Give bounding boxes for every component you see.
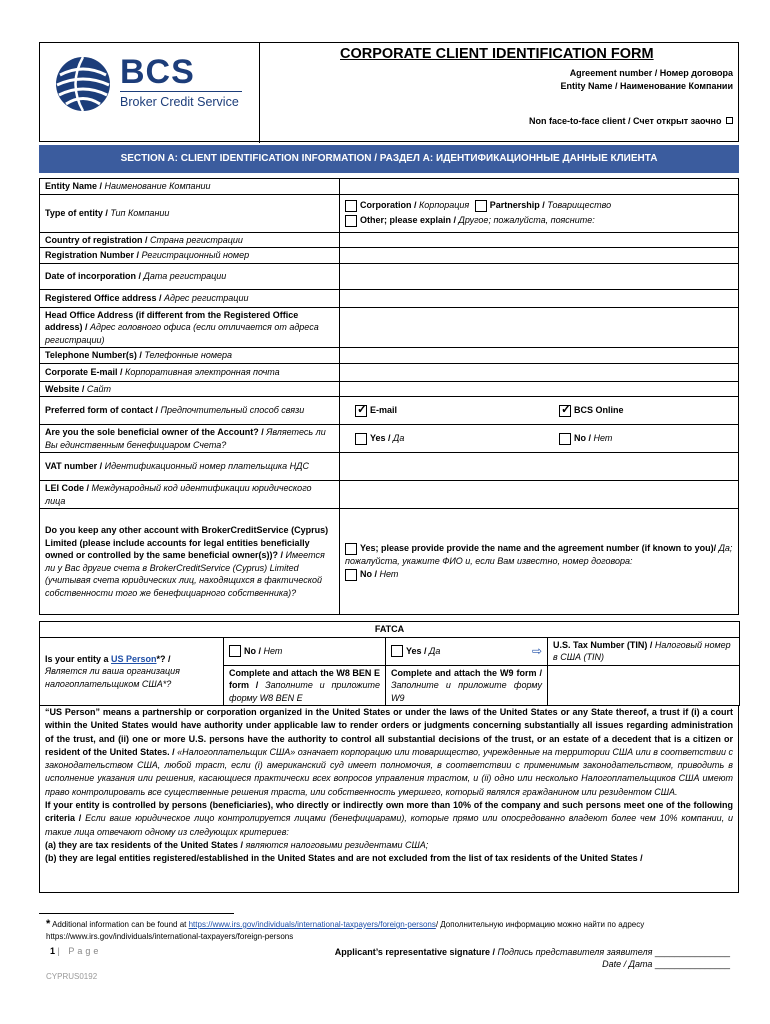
- other-entity-checkbox[interactable]: [345, 215, 357, 227]
- corporate-email-input[interactable]: [340, 363, 739, 381]
- corporation-checkbox[interactable]: [345, 200, 357, 212]
- section-a-header: SECTION A: CLIENT IDENTIFICATION INFORMATION / РАЗДЕЛ А: ИДЕНТИФИКАЦИОННЫЕ ДАННЫЕ КЛИЕНТА: [39, 145, 739, 173]
- fatca-yes-cell: Yes / Да ⇨: [386, 637, 548, 665]
- country-input[interactable]: [340, 232, 739, 248]
- logo-divider: [120, 91, 242, 92]
- contact-form-options: ✓ E-mail ✓ BCS Online: [340, 397, 739, 425]
- irs-link[interactable]: https://www.irs.gov/individuals/international-taxpayers/foreign-persons: [188, 920, 436, 929]
- logo-box: [40, 43, 260, 143]
- sole-owner-options: Yes / Да No / Нет: [340, 425, 739, 453]
- registered-office-input[interactable]: [340, 289, 739, 307]
- document-code: CYPRUS0192: [46, 972, 98, 981]
- email-contact-checkbox[interactable]: [355, 405, 367, 417]
- w9-instruction: Complete and attach the W9 form / Заполните и приложите форму W9: [386, 665, 548, 706]
- us-person-link[interactable]: US Person: [111, 653, 157, 664]
- head-office-input[interactable]: [340, 307, 739, 348]
- entity-type-options: Corporation / Корпорация Partnership / Товарищество Other; please explain / Другое; пожалуйста, поясните:: [340, 194, 739, 232]
- footnote: * Additional information can be found at https://www.irs.gov/individuals/international-taxpayers/foreign-persons/ Дополнительную информацию можно найти по адресу https://www.irs.gov/individuals/international-taxpayers/foreign-persons: [46, 918, 645, 941]
- us-person-question: Is your entity a US Person*? / Является ли ваша организация налогоплательщиком США*?: [40, 637, 224, 706]
- form-title: CORPORATE CLIENT IDENTIFICATION FORM: [340, 46, 654, 62]
- logo-subtitle: Broker Credit Service: [120, 95, 239, 109]
- non-face-checkbox[interactable]: [726, 117, 733, 124]
- us-tin-input[interactable]: [548, 665, 740, 706]
- bcs-online-checkbox[interactable]: [559, 405, 571, 417]
- other-account-no-checkbox[interactable]: [345, 569, 357, 581]
- contact-form-row-label: Preferred form of contact / Предпочтительный способ связи: [40, 397, 340, 425]
- fatca-yes-checkbox[interactable]: [391, 645, 403, 657]
- registration-number-input[interactable]: [340, 248, 739, 264]
- non-face-to-face-row: [529, 116, 733, 126]
- website-input[interactable]: [340, 381, 739, 397]
- fatca-title: FATCA: [40, 622, 740, 638]
- non-face-label: Non face-to-face client / Счет открыт заочно: [528, 116, 722, 126]
- signature-block: Applicant’s representative signature / Подпись представителя заявителя _______________ Date / Дата _______________: [334, 947, 730, 969]
- other-account-row-label: Do you keep any other account with BrokerCreditService (Cyprus) Limited (please include accounts for legal entities beneficially owned or controlled by the same beneficial owner(s))? / Имеется ли у Вас другие счета в BrokerCreditService (Cyprus) Limited (учитывая счета юридических лиц, находящихся в фактической собственности того же бенефициарного собственника)?: [40, 509, 340, 615]
- lei-row-label: LEI Code / Международный код идентификации юридического лица: [40, 481, 340, 509]
- registered-office-row-label: Registered Office address / Адрес регистрации: [40, 289, 340, 307]
- other-account-yes-checkbox[interactable]: [345, 543, 357, 555]
- sole-owner-no-checkbox[interactable]: [559, 433, 571, 445]
- fatca-table: [39, 621, 740, 706]
- bcs-globe-logo-icon: [54, 55, 112, 113]
- telephone-row-label: Telephone Number(s) / Телефонные номера: [40, 348, 340, 364]
- website-row-label: Website / Сайт: [40, 381, 340, 397]
- entity-type-row-label: Type of entity / Тип Компании: [40, 194, 340, 232]
- partnership-checkbox[interactable]: [475, 200, 487, 212]
- logo-text: BCS: [120, 53, 195, 91]
- vat-row-label: VAT number / Идентификационный номер плательщика НДС: [40, 453, 340, 481]
- registration-number-row-label: Registration Number / Регистрационный номер: [40, 248, 340, 264]
- head-office-row-label: Head Office Address (if different from the Registered Office address) / Адрес головного офиса (если отличается от адреса регистрации): [40, 307, 340, 348]
- client-identification-table: [39, 178, 739, 615]
- incorporation-date-row-label: Date of incorporation / Дата регистрации: [40, 263, 340, 289]
- agreement-number-label: Agreement number / Номер договора: [569, 68, 733, 78]
- footnote-divider: [39, 913, 234, 914]
- us-person-definition: “US Person” means a partnership or corporation organized in the United States or under the laws of the United States or any State thereof, a trust if (i) a court within the United States would have authority under applicable law to render orders or judgments concerning substantially all issues regarding administration of the trust, and (ii) one or more U.S. persons have the authority to control all substantial decisions of the trust, or an estate of a decedent that is a citizen or resident of the United States. / «Налогоплательщик США» означает корпорацию или товарищество, учрежденные на территории США или в соответствии с законодательством США, любой траст, если (i) американский суд имеет полномочия, в соответствии с применимым законодательством, приводить в исполнение указания или решения, касающиеся практически всех вопросов управления трастом, и (ii) одно или несколько Налогоплательщиков США имеют право контролировать все существенные решения траста, или собственность умершего, который являлся гражданином или резидентом США. If your entity is controlled by persons (beneficiaries), who directly or indirectly own more than 10% of the company and such persons meet one of the following criteria / Если ваше юридическое лицо контролируется лицами (бенефициарами), которые прямо или опосредованно владеют более чем 10% компании, и такие лица отвечают одному из следующих критериев: (a) they are tax residents of the United States / являются налоговыми резидентами США; (b) they are legal entities registered/established in the United States and are not excluded from the list of tax residents of the United States /: [39, 705, 739, 893]
- w8-instruction: Complete and attach the W8 BEN E form / Заполните и приложите форму W8 BEN E: [224, 665, 386, 706]
- form-header: [39, 42, 739, 142]
- entity-name-row-label: Entity Name / Наименование Компании: [40, 179, 340, 195]
- sole-owner-yes-checkbox[interactable]: [355, 433, 367, 445]
- country-row-label: Country of registration / Страна регистрации: [40, 232, 340, 248]
- page-number: 1 | Page: [50, 946, 102, 956]
- other-account-options: Yes; please provide provide the name and the agreement number (if known to you)/ Да; пожалуйста, укажите ФИО и, если Вам известно, номер договора: No / Нет: [340, 509, 739, 615]
- fatca-no-cell: No / Нет: [224, 637, 386, 665]
- us-tin-label: U.S. Tax Number (TIN) / Налоговый номер в США (TIN): [548, 637, 740, 665]
- corporate-email-row-label: Corporate E-mail / Корпоративная электронная почта: [40, 363, 340, 381]
- lei-input[interactable]: [340, 481, 739, 509]
- entity-name-input[interactable]: [340, 179, 739, 195]
- telephone-input[interactable]: [340, 348, 739, 364]
- incorporation-date-input[interactable]: [340, 263, 739, 289]
- fatca-no-checkbox[interactable]: [229, 645, 241, 657]
- vat-input[interactable]: [340, 453, 739, 481]
- sole-owner-row-label: Are you the sole beneficial owner of the Account? / Являетесь ли Вы единственным бенефициаром Счета?: [40, 425, 340, 453]
- entity-name-label: Entity Name / Наименование Компании: [560, 81, 733, 91]
- arrow-right-icon: ⇨: [531, 643, 542, 658]
